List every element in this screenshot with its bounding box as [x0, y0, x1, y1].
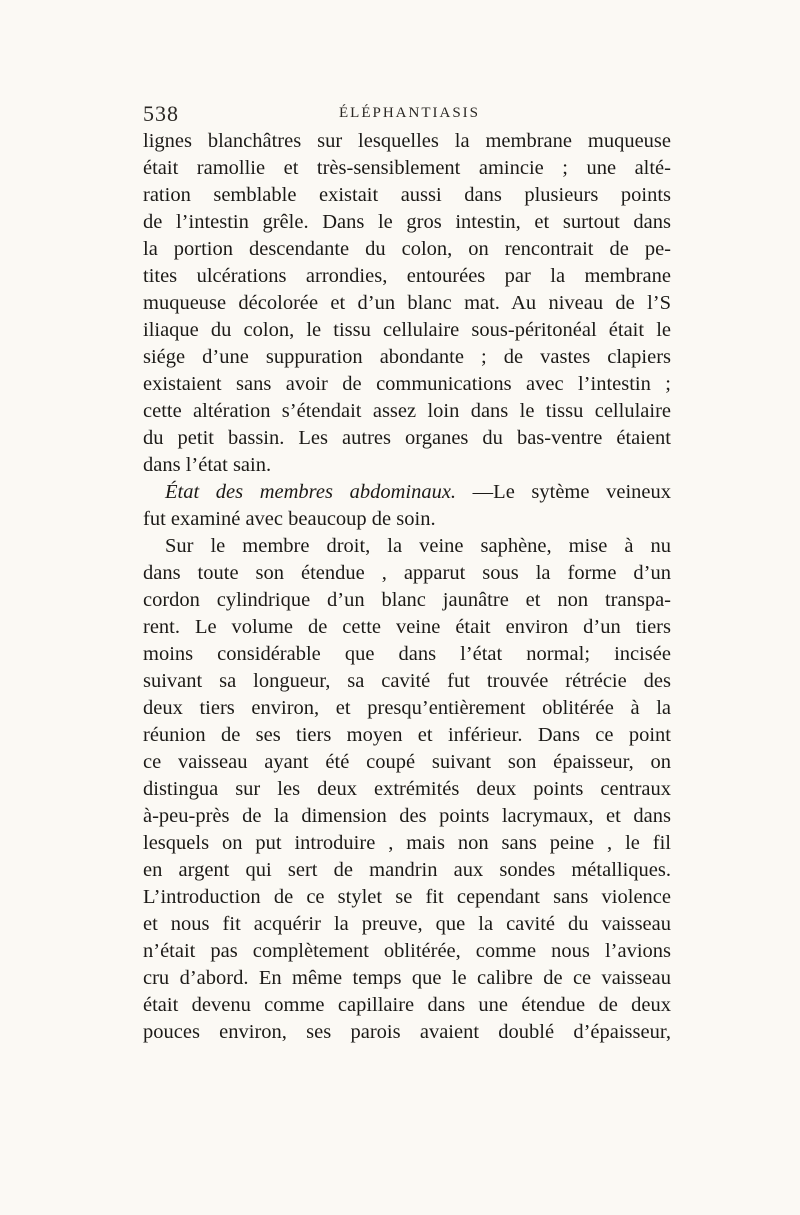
text-line: distingua sur les deux extrémités deux points centraux — [143, 778, 671, 800]
section-heading: État des membres abdominaux. — [165, 481, 457, 503]
text-line: dans l’état sain. — [143, 454, 272, 476]
text-line: de l’intestin grêle. Dans le gros intestin, et surtout dans — [143, 211, 671, 233]
text-line: cordon cylindrique d’un blanc jaunâtre et non transpa- — [143, 589, 671, 611]
text-line: n’était pas complètement oblitérée, comme nous l’avions — [143, 940, 671, 962]
text-line: iliaque du colon, le tissu cellulaire sous-péritonéal était le — [143, 319, 671, 341]
text-line: dans toute son étendue , apparut sous la forme d’un — [143, 562, 671, 584]
text-line: était ramollie et très-sensiblement amincie ; une alté- — [143, 157, 671, 179]
text-line: muqueuse décolorée et d’un blanc mat. Au niveau de l’S — [143, 292, 671, 314]
page-number: 538 — [143, 101, 179, 126]
text-line: en argent qui sert de mandrin aux sondes métalliques. — [143, 859, 671, 881]
text-line: lignes blanchâtres sur lesquelles la membrane muqueuse — [143, 130, 671, 152]
text-line: à-peu-près de la dimension des points lacrymaux, et dans — [143, 805, 671, 827]
text-line: était devenu comme capillaire dans une étendue de deux — [143, 994, 671, 1016]
section-heading-rest: —Le sytème veineux — [456, 481, 671, 503]
text-line: du petit bassin. Les autres organes du bas-ventre étaient — [143, 427, 671, 449]
text-line: siége d’une suppuration abondante ; de vastes clapiers — [143, 346, 671, 368]
text-line: ce vaisseau ayant été coupé suivant son épaisseur, on — [143, 751, 671, 773]
text-line: existaient sans avoir de communications avec l’intestin ; — [143, 373, 671, 395]
text-line: lesquels on put introduire , mais non sans peine , le fil — [143, 832, 671, 854]
text-line: ration semblable existait aussi dans plusieurs points — [143, 184, 671, 206]
text-line: la portion descendante du colon, on rencontrait de pe- — [143, 238, 671, 260]
text-line: Sur le membre droit, la veine saphène, mise à nu — [165, 535, 671, 557]
text-line: fut examiné avec beaucoup de soin. — [143, 508, 436, 530]
text-line: réunion de ses tiers moyen et inférieur. Dans ce point — [143, 724, 671, 746]
text-line: deux tiers environ, et presqu’entièrement oblitérée à la — [143, 697, 671, 719]
page-header — [143, 101, 671, 127]
text-line: pouces environ, ses parois avaient doublé d’épaisseur, — [143, 1021, 671, 1043]
text-line: rent. Le volume de cette veine était environ d’un tiers — [143, 616, 671, 638]
text-line: et nous fit acquérir la preuve, que la cavité du vaisseau — [143, 913, 671, 935]
text-line: suivant sa longueur, sa cavité fut trouvée rétrécie des — [143, 670, 671, 692]
section-heading-line — [143, 479, 671, 506]
running-title: ÉLÉPHANTIASIS — [339, 105, 480, 121]
body-text — [143, 128, 671, 1046]
text-line: moins considérable que dans l’état normal; incisée — [143, 643, 671, 665]
text-line: cette altération s’étendait assez loin dans le tissu cellulaire — [143, 400, 671, 422]
text-line: tites ulcérations arrondies, entourées par la membrane — [143, 265, 671, 287]
text-line: cru d’abord. En même temps que le calibre de ce vaisseau — [143, 967, 671, 989]
text-line: L’introduction de ce stylet se fit cependant sans violence — [143, 886, 671, 908]
